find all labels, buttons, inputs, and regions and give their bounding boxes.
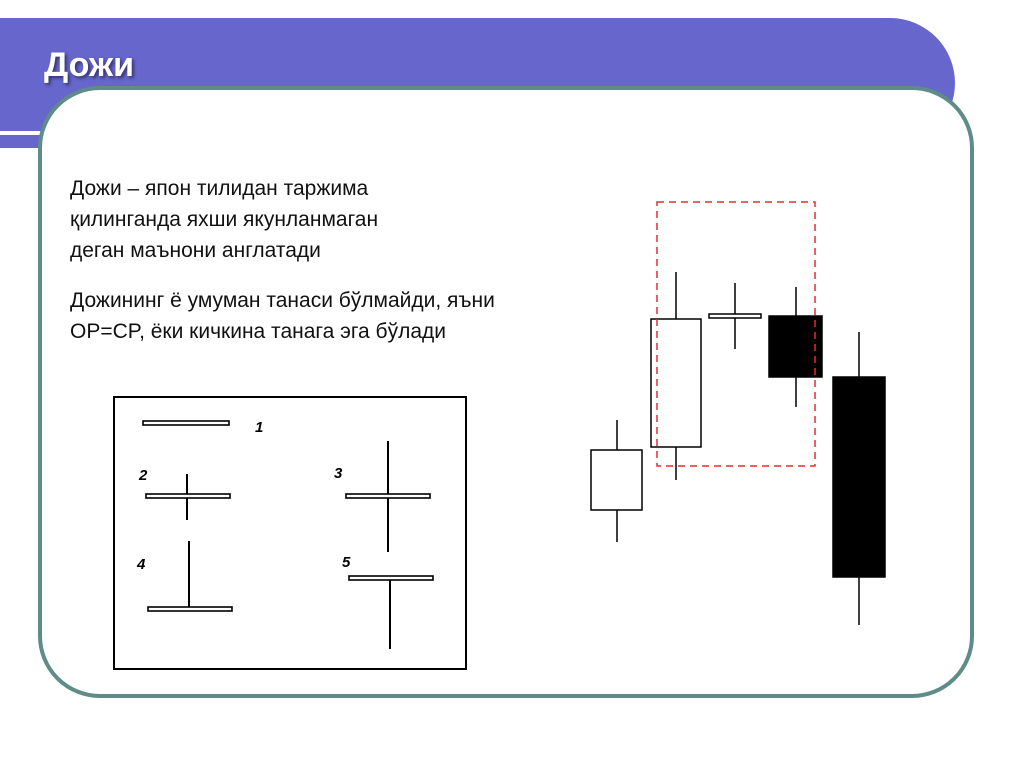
definition-line-1: Дожи – япон тилидан таржима bbox=[70, 177, 369, 200]
definition-line-2: қилинганда яхши якунланмаган bbox=[70, 208, 379, 231]
doji-2-label: 2 bbox=[139, 467, 148, 484]
doji-1-body bbox=[143, 421, 229, 425]
doji-3-body bbox=[346, 494, 430, 498]
candle-1-body bbox=[591, 450, 642, 510]
description-line-1: Дожининг ё умуман танаси бўлмайди, яъни bbox=[70, 289, 495, 312]
doji-3-label: 3 bbox=[334, 465, 343, 482]
definition-text bbox=[70, 173, 500, 266]
candle-4-body bbox=[769, 316, 822, 377]
description-line-2: OP=CP, ёки кичкина танага эга бўлади bbox=[70, 320, 446, 343]
candle-3-doji-body bbox=[709, 314, 761, 318]
candle-5-body bbox=[833, 377, 885, 577]
doji-2-body bbox=[146, 494, 230, 498]
doji-4-body bbox=[148, 607, 232, 611]
doji-4-label: 4 bbox=[137, 556, 146, 573]
doji-5-body bbox=[349, 576, 433, 580]
candle-2-body bbox=[651, 319, 701, 447]
doji-5-label: 5 bbox=[342, 554, 351, 571]
definition-line-3: деган маънони англатади bbox=[70, 239, 321, 262]
candlestick-figure bbox=[560, 195, 900, 635]
doji-1-label: 1 bbox=[255, 419, 264, 436]
doji-types-figure bbox=[113, 395, 469, 675]
description-text bbox=[70, 285, 610, 347]
slide-title: Дожи bbox=[44, 46, 134, 84]
doji-types-border bbox=[114, 397, 466, 669]
